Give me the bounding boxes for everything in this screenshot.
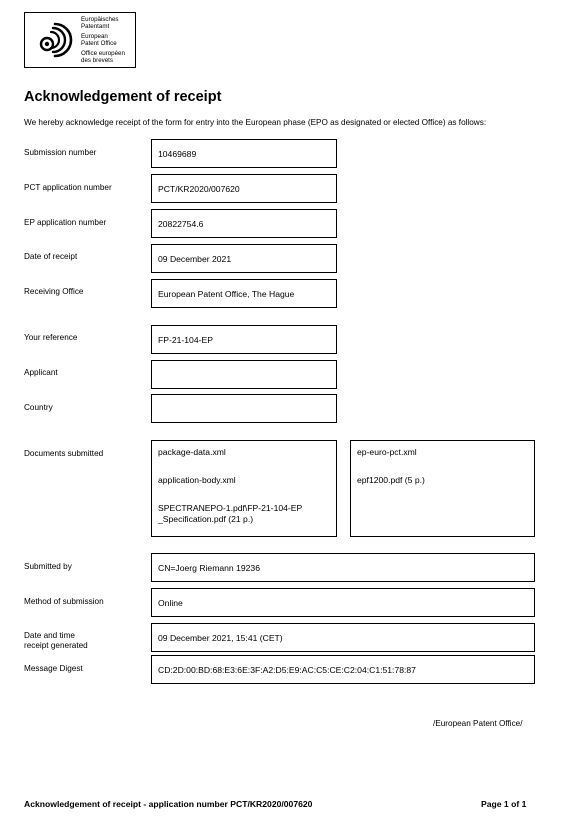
document-item: application-body.xml — [158, 475, 236, 485]
submission-number-field: 10469689 — [151, 139, 337, 168]
date-of-receipt-label: Date of receipt — [24, 252, 78, 261]
your-reference-field: FP-21-104-EP — [151, 325, 337, 354]
country-field — [151, 394, 337, 423]
page-title: Acknowledgement of receipt — [24, 89, 222, 105]
pct-application-number-label: PCT application number — [24, 183, 112, 192]
method-of-submission-label: Method of submission — [24, 597, 104, 606]
submitted-by-field: CN=Joerg Riemann 19236 — [151, 553, 535, 582]
applicant-label: Applicant — [24, 368, 58, 377]
intro-text: We hereby acknowledge receipt of the form for entry into the European phase (EPO as designated or elected Office) as follows: — [24, 118, 487, 127]
receiving-office-label: Receiving Office — [24, 287, 84, 296]
submitted-by-label: Submitted by — [24, 562, 72, 571]
receiving-office-field: European Patent Office, The Hague — [151, 279, 337, 308]
document-item: package-data.xml — [158, 447, 226, 457]
message-digest-label: Message Digest — [24, 664, 83, 673]
date-time-receipt-field: 09 December 2021, 15:41 (CET) — [151, 623, 535, 652]
pct-application-number-field: PCT/KR2020/007620 — [151, 174, 337, 203]
submission-number-label: Submission number — [24, 148, 97, 157]
logo-en-line-1: European — [81, 33, 108, 41]
logo-de-line-1: Europäisches — [81, 16, 119, 23]
logo-fr-line-1: Office européen — [81, 50, 125, 58]
date-time-receipt-label-line-2: receipt generated — [24, 641, 88, 650]
message-digest-field: CD:2D:00:BD:68:E3:6E:3F:A2:D5:E9:AC:C5:CE:C2:04:C1:51:78:87 — [151, 655, 535, 684]
applicant-field — [151, 360, 337, 389]
document-item-line: _Specification.pdf (21 p.) — [158, 514, 254, 524]
document-item: ep-euro-pct.xml — [357, 447, 417, 457]
ep-application-number-label: EP application number — [24, 218, 107, 227]
your-reference-label: Your reference — [24, 333, 78, 342]
date-time-receipt-label — [24, 631, 88, 651]
documents-left-list — [151, 440, 337, 537]
epo-logo-icon — [31, 19, 73, 61]
date-of-receipt-field: 09 December 2021 — [151, 244, 337, 273]
date-time-receipt-label-line-1: Date and time — [24, 631, 75, 640]
footer-application-number: Acknowledgement of receipt - application number PCT/KR2020/007620 — [24, 799, 313, 809]
country-label: Country — [24, 403, 53, 412]
logo-fr-line-2: des brevets — [81, 57, 113, 65]
documents-submitted-label: Documents submitted — [24, 449, 104, 458]
footer-page-number: Page 1 of 1 — [481, 799, 527, 809]
epo-logo-text — [81, 16, 125, 65]
document-item-multiline — [158, 503, 330, 525]
logo-en-line-2: Patent Office — [81, 40, 117, 48]
signature-text: /European Patent Office/ — [433, 719, 523, 728]
ep-application-number-field: 20822754.6 — [151, 209, 337, 238]
documents-right-list — [350, 440, 535, 537]
method-of-submission-field: Online — [151, 588, 535, 617]
epo-logo — [24, 12, 136, 68]
logo-de-line-2: Patentamt — [81, 23, 110, 31]
document-item: epf1200.pdf (5 p.) — [357, 475, 425, 485]
document-item-line: SPECTRANEPO-1.pdf\FP-21-104-EP — [158, 503, 303, 513]
